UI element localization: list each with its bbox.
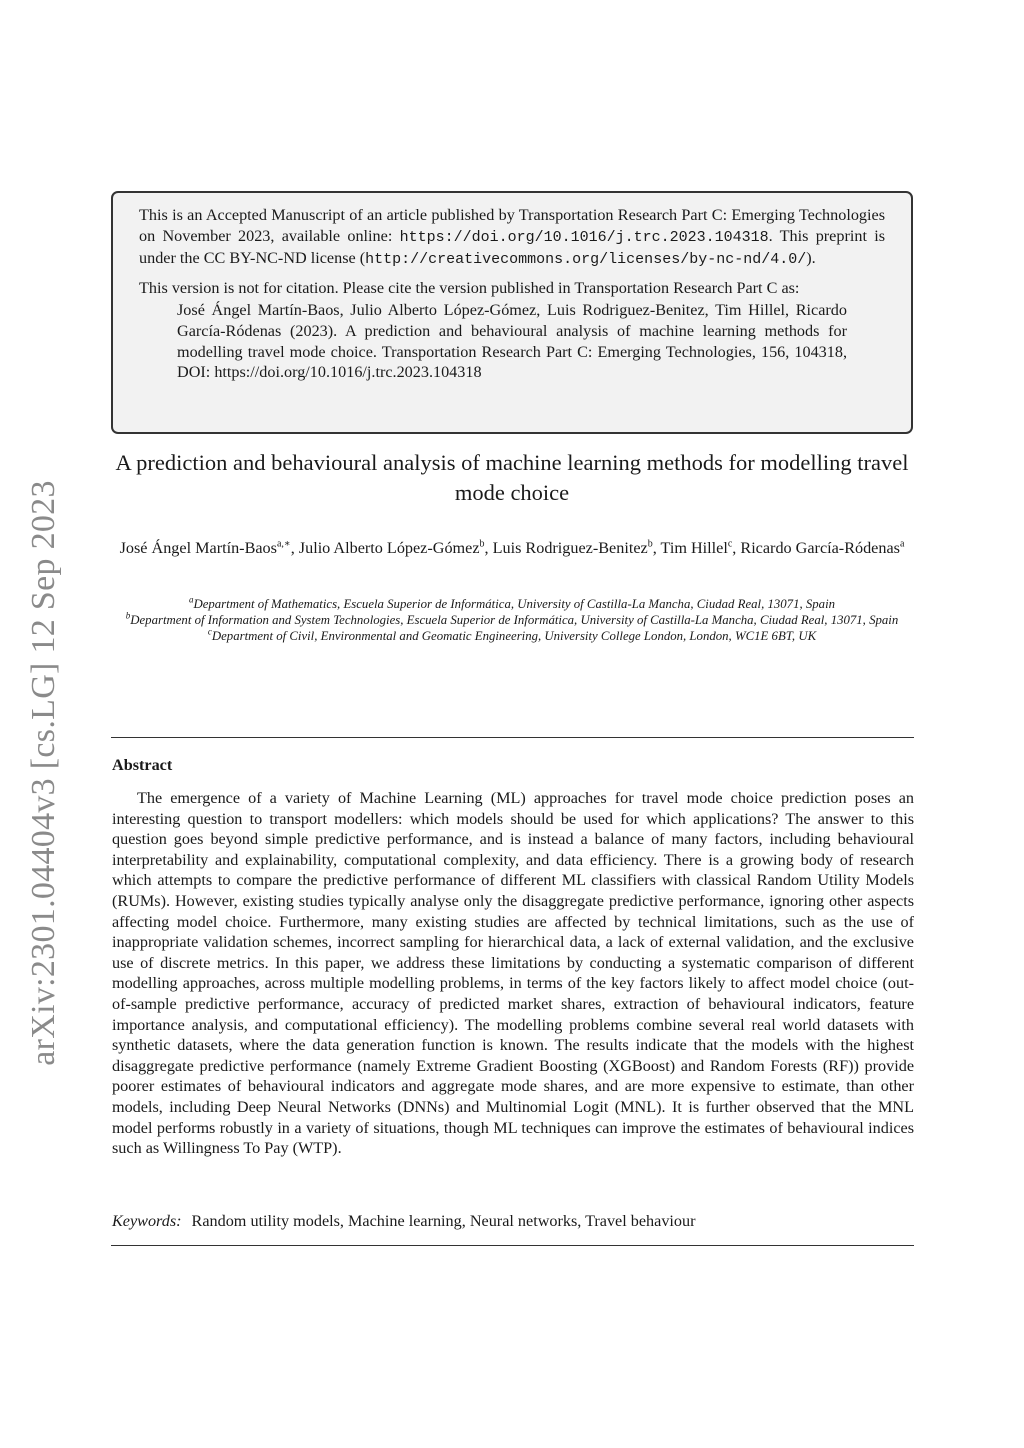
affiliation-list [112,596,912,644]
arxiv-identifier: arXiv:2301.04404v3 [cs.LG] 12 Sep 2023 [25,480,62,1066]
license-link[interactable]: http://creativecommons.org/licenses/by-nc-nd/4.0/ [365,251,807,269]
affiliation [112,596,912,612]
abstract-body: The emergence of a variety of Machine Learning (ML) approaches for travel mode choice prediction poses an interesting question to transport modellers: which models should be used for which applications? The answer to this question goes beyond simple predictive performance, and is instead a balance of many factors, including behavioural interpretability and explainability, computational complexity, and data efficiency. There is a growing body of research which attempts to compare the predictive performance of different ML classifiers with classical Random Utility Models (RUMs). However, existing studies typically analyse only the disaggregate predictive performance, ignoring other aspects affecting model choice. Furthermore, many existing studies are affected by technical limitations, such as the use of inappropriate validation schemes, incorrect sampling for hierarchical data, a lack of external validation, and the exclusive use of discrete metrics. In this paper, we address these limitations by conducting a systematic comparison of different modelling approaches, across multiple modelling problems, in terms of the key factors likely to affect model choice (out-of-sample predictive performance, accuracy of predicted market shares, extraction of behavioural indicators, feature importance analysis, and computational efficiency). The modelling problems combine several real world datasets with synthetic datasets, where the data generation function is known. The results indicate that the models with the highest disaggregate predictive performance (namely Extreme Gradient Boosting (XGBoost) and Random Forests (RF)) provide poorer estimates of behavioural indicators and aggregate mode shares, and are more expensive to estimate, than other models, including Deep Neural Networks (DNNs) and Multinomial Logit (MNL). It is further observed that the MNL model performs robustly in a variety of situations, though ML techniques can improve the estimates of behavioural indices such as Willingness To Pay (WTP). [112,789,914,1158]
paper-title: A prediction and behavioural analysis of machine learning methods for modelling travel mode choice [115,450,909,505]
abstract-bottom-rule [111,1245,914,1246]
affiliation-text: Department of Mathematics, Escuela Superior de Informática, University of Castilla-La Mancha, Ciudad Real, 13071, Spain [193,597,836,611]
author-affiliation-mark: c [727,538,733,550]
keywords-label: Keywords: [112,1212,182,1230]
doi-link[interactable]: https://doi.org/10.1016/j.trc.2023.104318 [399,228,769,246]
author-separator: , [652,539,661,557]
affiliation-mark: c [207,626,212,637]
author-list [112,538,912,560]
author-affiliation-mark: b [647,538,653,550]
accepted-manuscript-notice [111,191,913,434]
notice-text-prefix: This is an Accepted Manuscript of an article published by Transportation Research Part C: Emerging Technologies on November 2023, available online: [139,206,885,245]
author-name: Luis Rodriguez-Benitez [492,539,648,557]
notice-publication-paragraph [139,205,885,271]
notice-text-suffix: ). [806,249,816,268]
affiliation-text: Department of Civil, Environmental and Geomatic Engineering, University College London, London, WC1E 6BT, UK [211,629,817,643]
author-separator: , [484,539,493,557]
author-name: Tim Hillel [660,539,728,557]
author-affiliation-mark: a [899,538,905,550]
arxiv-side-stamp [4,458,84,1088]
affiliation [112,628,912,644]
author-name: José Ángel Martín-Baos [119,539,277,557]
notice-citation: José Ángel Martín-Baos, Julio Alberto López-Gómez, Luis Rodriguez-Benitez, Tim Hillel, Ricardo García-Ródenas (2023). A prediction and behavioural analysis of machine learning methods for modelling travel mode choice. Transportation Research Part C: Emerging Technologies, 156, 104318, DOI: https://doi.org/10.1016/j.trc.2023.104318 [177,301,847,382]
author-separator: , [732,539,741,557]
abstract-heading: Abstract [112,756,173,774]
affiliation-mark: a [188,594,194,605]
author-affiliation-mark: b [479,538,485,550]
author-separator: , [290,539,299,557]
author-name: Ricardo García-Ródenas [740,539,900,557]
affiliation [112,612,912,628]
keywords [112,1211,914,1231]
notice-citation-instruction: This version is not for citation. Please cite the version published in Transportation Research Part C as: [139,278,800,297]
notice-text-middle: . This preprint is under the CC BY-NC-ND license ( [139,226,885,268]
author-name: Julio Alberto López-Gómez [298,539,480,557]
author-affiliation-mark: a,∗ [276,538,291,550]
affiliation-mark: b [125,610,131,621]
abstract-top-rule [111,737,914,738]
keywords-list: Random utility models, Machine learning, Neural networks, Travel behaviour [191,1212,696,1230]
affiliation-text: Department of Information and System Technologies, Escuela Superior de Informática, University of Castilla-La Mancha, Ciudad Real, 13071, Spain [130,613,899,627]
